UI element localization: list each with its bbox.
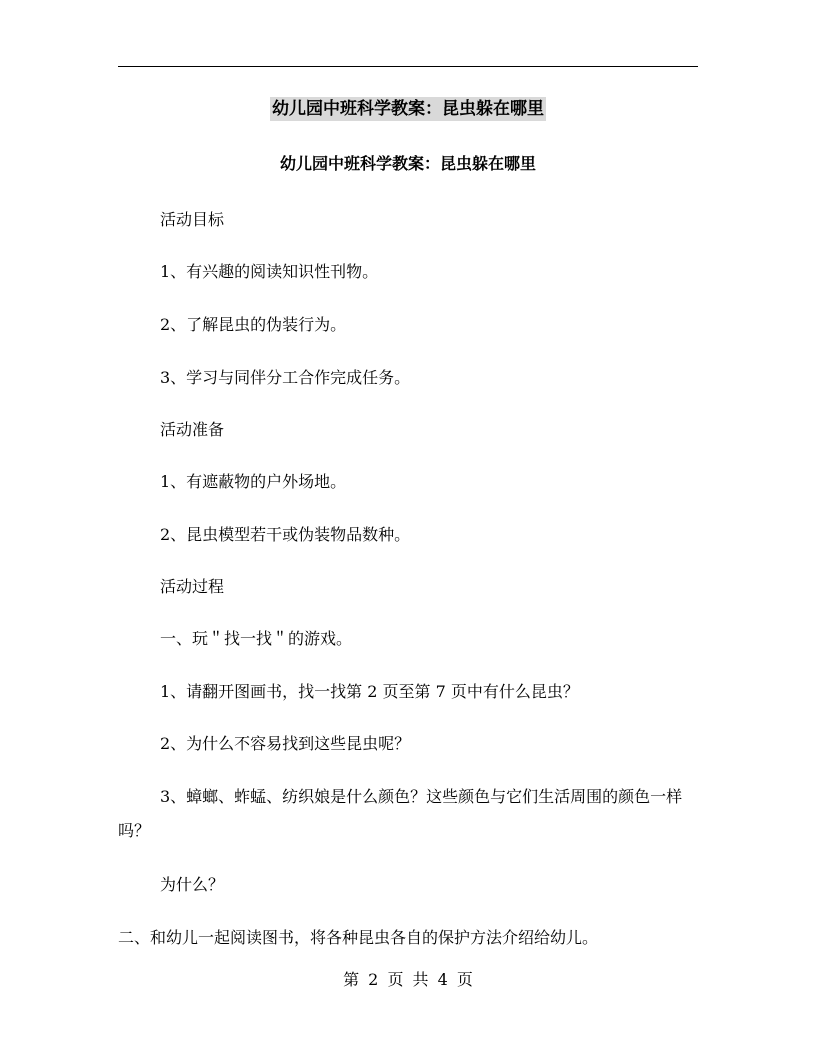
document-title-text: 幼儿园中班科学教案：昆虫躲在哪里 xyxy=(272,99,544,119)
paragraph-process-q1: 1、请翻开图画书，找一找第 2 页至第 7 页中有什么昆虫？ xyxy=(160,682,579,701)
paragraph-process-q3: 3、蟑螂、蚱蜢、纺织娘是什么颜色？这些颜色与它们生活周围的颜色一样吗？ xyxy=(118,787,683,840)
paragraph-process-why: 为什么？ xyxy=(160,875,225,894)
header-rule xyxy=(118,66,698,67)
document-title xyxy=(0,94,816,124)
paragraph-goal-1: 1、有兴趣的阅读知识性刊物。 xyxy=(160,262,379,281)
paragraph-prep-1: 1、有遮蔽物的户外场地。 xyxy=(160,472,347,491)
paragraph-process-q2: 2、为什么不容易找到这些昆虫呢？ xyxy=(160,734,411,753)
paragraph-goal-2: 2、了解昆虫的伪装行为。 xyxy=(160,315,347,334)
paragraph-prep-2: 2、昆虫模型若干或伪装物品数种。 xyxy=(160,525,411,544)
paragraph-process-step-1: 一、玩＂找一找＂的游戏。 xyxy=(160,629,353,648)
section-heading-goals: 活动目标 xyxy=(160,210,225,229)
paragraph-process-step-2: 二、和幼儿一起阅读图书，将各种昆虫各自的保护方法介绍给幼儿。 xyxy=(118,928,599,947)
section-heading-preparation: 活动准备 xyxy=(160,420,225,439)
document-subtitle: 幼儿园中班科学教案：昆虫躲在哪里 xyxy=(279,154,536,173)
page-footer: 第 2 页 共 4 页 xyxy=(343,970,473,989)
section-heading-process: 活动过程 xyxy=(160,577,225,596)
paragraph-goal-3: 3、学习与同伴分工合作完成任务。 xyxy=(160,368,411,387)
